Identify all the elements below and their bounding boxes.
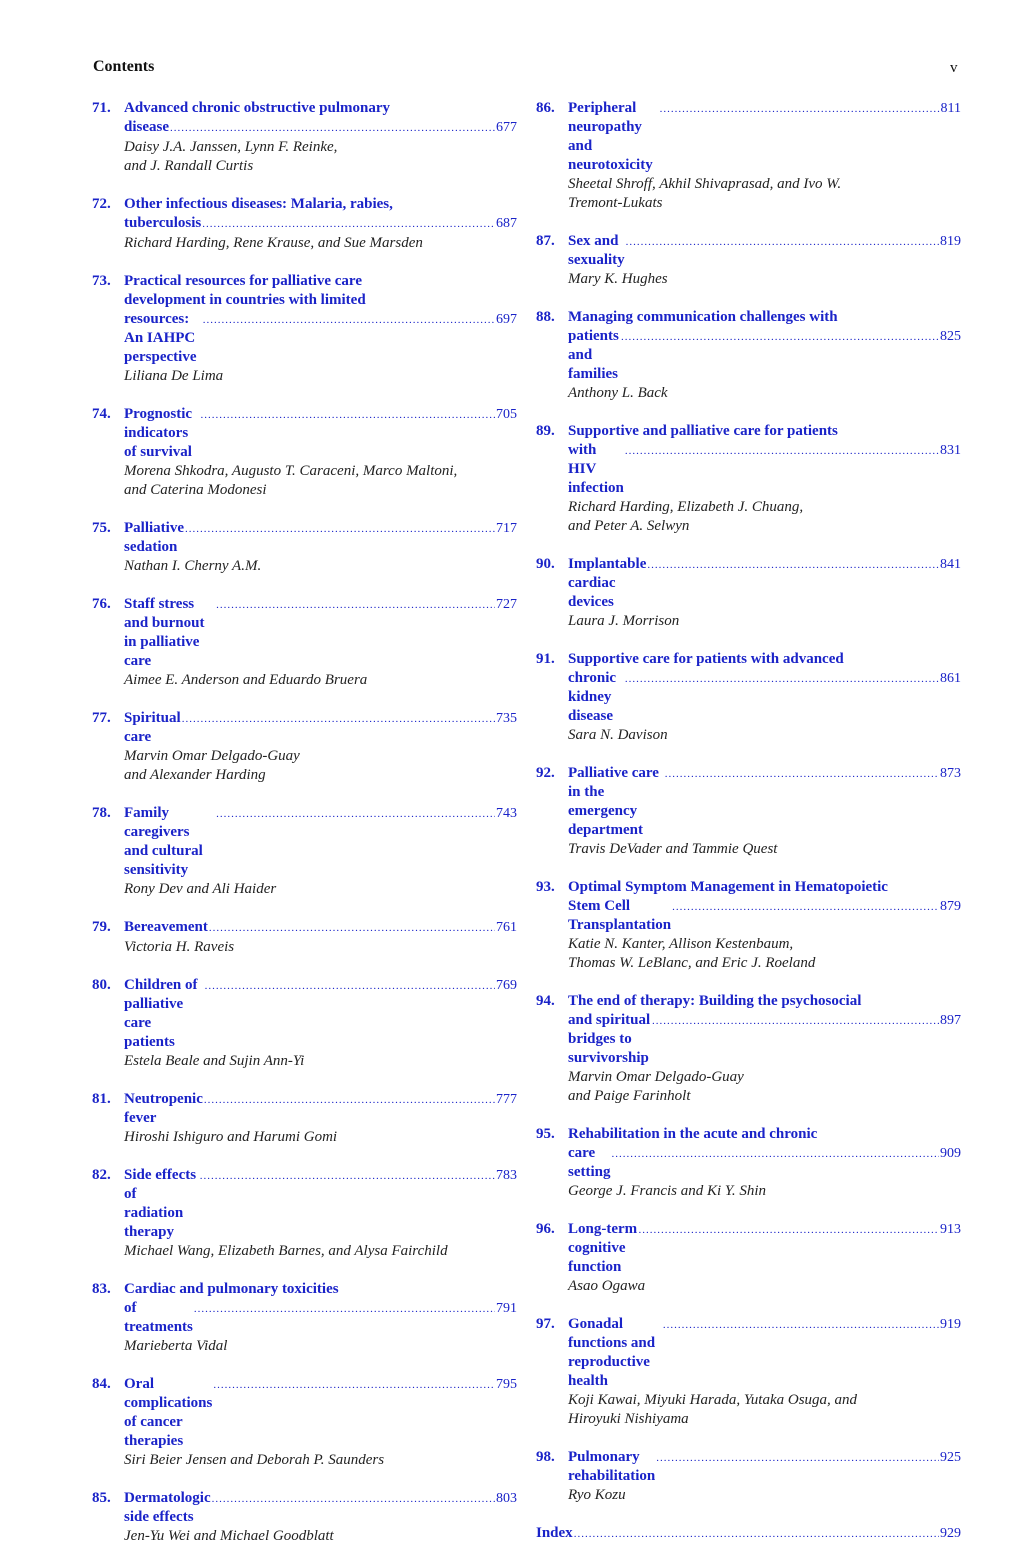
dot-leader	[182, 710, 495, 729]
toc-entry-number: 93.	[536, 879, 555, 895]
toc-entry[interactable]	[536, 1448, 961, 1505]
toc-entry-authors-line	[536, 726, 961, 745]
toc-entry[interactable]	[92, 804, 517, 899]
toc-entry-authors: Morena Shkodra, Augusto T. Caraceni, Marco Maltoni,	[124, 463, 458, 479]
toc-entry-authors-line	[92, 938, 517, 957]
toc-entry-title[interactable]: and spiritual bridges to survivorship	[568, 1012, 651, 1066]
dot-leader	[656, 1449, 939, 1468]
toc-entry-number: 75.	[92, 520, 111, 536]
toc-entry[interactable]	[92, 595, 517, 690]
toc-entry-page[interactable]: 831	[940, 443, 961, 458]
toc-entry-title-line[interactable]	[536, 99, 961, 175]
toc-entry[interactable]	[92, 1090, 517, 1147]
toc-entry-page[interactable]: 879	[940, 899, 961, 914]
toc-entry-page[interactable]: 705	[496, 407, 517, 422]
toc-entry-title[interactable]: Supportive and palliative care for patients	[568, 423, 838, 439]
toc-entry-authors: Katie N. Kanter, Allison Kestenbaum,	[568, 936, 794, 952]
dot-leader	[660, 100, 940, 119]
toc-entry-number: 90.	[536, 556, 555, 572]
toc-entry-title-line[interactable]	[536, 1125, 961, 1144]
toc-entry-title-line[interactable]	[92, 405, 517, 462]
toc-column-left	[92, 99, 517, 1546]
toc-entry-title[interactable]: development in countries with limited	[124, 292, 366, 308]
toc-entry[interactable]	[536, 555, 961, 631]
toc-entry-authors-line	[536, 612, 961, 631]
toc-entry-title-line[interactable]	[536, 1315, 961, 1391]
dot-leader	[216, 805, 495, 824]
dot-leader	[209, 919, 495, 938]
toc-entry-page[interactable]: 783	[496, 1168, 517, 1183]
toc-entry-title-line[interactable]	[536, 308, 961, 327]
toc-entry-authors: and Paige Farinholt	[568, 1088, 691, 1104]
toc-entry-page[interactable]: 811	[940, 101, 961, 116]
toc-entry-authors: Marvin Omar Delgado-Guay	[124, 748, 300, 764]
toc-entry-title[interactable]: Bereavement	[124, 919, 208, 935]
toc-entry-authors-line	[92, 671, 517, 690]
toc-entry-title-line[interactable]	[92, 1375, 517, 1451]
toc-entry-authors: Laura J. Morrison	[568, 613, 680, 629]
toc-entry-page[interactable]: 727	[496, 597, 517, 612]
toc-entry[interactable]	[92, 709, 517, 785]
toc-entry-authors-line	[536, 840, 961, 859]
toc-entry-title[interactable]: chronic kidney disease	[568, 670, 617, 724]
toc-entry-title-line[interactable]	[92, 918, 517, 938]
toc-entry-authors: Asao Ogawa	[568, 1278, 646, 1294]
toc-entry-page[interactable]: 909	[940, 1146, 961, 1161]
toc-entry-title[interactable]: Family caregivers and cultural sensitivity	[124, 805, 203, 878]
toc-entry-title-line[interactable]	[92, 310, 517, 367]
toc-entry-authors-line	[536, 175, 961, 194]
toc-entry-title[interactable]: of treatments	[124, 1300, 193, 1335]
toc-entry-page[interactable]: 735	[496, 711, 517, 726]
dot-leader	[194, 1300, 495, 1319]
toc-entry-title-line[interactable]	[536, 992, 961, 1011]
toc-entry-title[interactable]: tuberculosis	[124, 215, 202, 231]
toc-entry[interactable]	[92, 918, 517, 957]
dot-leader	[612, 1145, 940, 1164]
toc-entry-number: 86.	[536, 100, 555, 116]
toc-entry-authors: Sheetal Shroff, Akhil Shivaprasad, and Ivo W.	[568, 176, 842, 192]
toc-entry-number: 97.	[536, 1316, 555, 1332]
toc-entry-page[interactable]: 825	[940, 329, 961, 344]
toc-entry-title-line[interactable]	[92, 195, 517, 214]
toc-entry-title-line[interactable]	[92, 291, 517, 310]
dot-leader	[202, 215, 495, 234]
page-title: Contents	[93, 58, 155, 75]
toc-entry-authors-line	[536, 498, 961, 517]
toc-entry-authors: Estela Beale and Sujin Ann-Yi	[124, 1053, 305, 1069]
toc-entry-title[interactable]: Stem Cell Transplantation	[568, 898, 672, 933]
toc-index-page[interactable]: 929	[940, 1526, 961, 1541]
toc-entry-authors: and Caterina Modonesi	[124, 482, 267, 498]
toc-entry-authors-line	[92, 462, 517, 481]
toc-entry-authors: and Peter A. Selwyn	[568, 518, 690, 534]
toc-entry-page[interactable]: 687	[496, 216, 517, 231]
toc-entry-title-line[interactable]	[92, 709, 517, 747]
toc-entry-title[interactable]: Practical resources for palliative care	[124, 273, 362, 289]
toc-entry[interactable]	[92, 1489, 517, 1546]
toc-entry-authors-line	[92, 138, 517, 157]
toc-entry-title[interactable]: Other infectious diseases: Malaria, rabies,	[124, 196, 393, 212]
toc-entry-authors: Marvin Omar Delgado-Guay	[568, 1069, 744, 1085]
toc-entry-title-line[interactable]	[536, 897, 961, 935]
toc-entry-title-line[interactable]	[536, 878, 961, 897]
toc-entry-number: 89.	[536, 423, 555, 439]
toc-entry-number: 71.	[92, 100, 111, 116]
toc-entry-number: 96.	[536, 1221, 555, 1237]
toc-entry-title-line[interactable]	[92, 804, 517, 880]
toc-entry-authors-line	[536, 1068, 961, 1087]
toc-entry-title[interactable]: care setting	[568, 1145, 611, 1180]
toc-entry-title[interactable]: Gonadal functions and reproductive health	[568, 1316, 656, 1389]
toc-entry-authors: Richard Harding, Elizabeth J. Chuang,	[568, 499, 804, 515]
toc-entry-title[interactable]: Staff stress and burnout in palliative care	[124, 596, 205, 669]
toc-entry-number: 85.	[92, 1490, 111, 1506]
toc-entry-number: 83.	[92, 1281, 111, 1297]
toc-entry-title-line[interactable]	[92, 1299, 517, 1337]
toc-entry-title-line[interactable]	[92, 118, 517, 138]
toc-entry-page[interactable]: 925	[940, 1450, 961, 1465]
toc-entry-authors-line	[92, 766, 517, 785]
toc-entry-page[interactable]: 803	[496, 1491, 517, 1506]
toc-entry[interactable]	[92, 1166, 517, 1261]
toc-entry[interactable]	[536, 1125, 961, 1201]
dot-leader	[204, 1091, 495, 1110]
toc-entry[interactable]	[92, 976, 517, 1071]
toc-entry-number: 78.	[92, 805, 111, 821]
toc-entry-authors-line	[92, 1052, 517, 1071]
toc-entry[interactable]	[536, 878, 961, 973]
toc-entry-title[interactable]: resources: An IAHPC perspective	[124, 311, 197, 365]
toc-entry-authors: Ryo Kozu	[568, 1487, 626, 1503]
dot-leader	[639, 1221, 939, 1240]
toc-entry-authors-line	[536, 1486, 961, 1505]
toc-entry-title-line[interactable]	[536, 1448, 961, 1486]
dot-leader	[205, 977, 495, 996]
toc-entry-title-line[interactable]	[92, 272, 517, 291]
toc-entry-authors: Victoria H. Raveis	[124, 939, 235, 955]
toc-entry-title-line[interactable]	[536, 422, 961, 441]
toc-entry-authors-line	[92, 1337, 517, 1356]
dot-leader	[625, 442, 939, 461]
page-number: v	[950, 60, 958, 76]
toc-entry-authors-line	[536, 270, 961, 289]
dot-leader	[170, 119, 495, 138]
toc-entry-title-line[interactable]	[536, 1220, 961, 1277]
toc-entry-number: 95.	[536, 1126, 555, 1142]
dot-leader	[201, 406, 496, 425]
toc-entry-page[interactable]: 791	[496, 1301, 517, 1316]
toc-entry-authors: Marieberta Vidal	[124, 1338, 228, 1354]
toc-entry-title-line[interactable]	[92, 1166, 517, 1242]
toc-entry-number: 94.	[536, 993, 555, 1009]
toc-index-label[interactable]: Index	[536, 1525, 573, 1541]
toc-entry-authors-line	[92, 747, 517, 766]
toc-entry-number: 98.	[536, 1449, 555, 1465]
toc-entry-authors-line	[536, 1087, 961, 1106]
toc-entry-authors-line	[536, 1182, 961, 1201]
toc-entry-authors: Rony Dev and Ali Haider	[124, 881, 277, 897]
toc-entry-page[interactable]: 795	[496, 1377, 517, 1392]
toc-entry-authors: Siri Beier Jensen and Deborah P. Saunders	[124, 1452, 385, 1468]
toc-entry-title-line[interactable]	[92, 99, 517, 118]
toc-entry-authors-line	[92, 1451, 517, 1470]
toc-entry-page[interactable]: 777	[496, 1092, 517, 1107]
toc-entry-title-line[interactable]	[536, 669, 961, 726]
toc-entry[interactable]	[92, 99, 517, 176]
toc-entry-authors: Aimee E. Anderson and Eduardo Bruera	[124, 672, 368, 688]
toc-entry-page[interactable]: 913	[940, 1222, 961, 1237]
toc-entry-authors: Hiroyuki Nishiyama	[568, 1411, 689, 1427]
dot-leader	[216, 596, 495, 615]
toc-entry-authors-line	[536, 384, 961, 403]
toc-entry-page[interactable]: 841	[940, 557, 961, 572]
toc-entry-title-line[interactable]	[536, 441, 961, 498]
dot-leader	[574, 1525, 939, 1544]
toc-entry-title-line[interactable]	[92, 214, 517, 234]
toc-entry-number: 73.	[92, 273, 111, 289]
toc-entry-title-line[interactable]	[536, 1011, 961, 1068]
toc-entry-authors-line	[92, 1128, 517, 1147]
toc-entry-number: 74.	[92, 406, 111, 422]
toc-entry-number: 82.	[92, 1167, 111, 1183]
toc-entry[interactable]	[92, 519, 517, 576]
toc-entry-number: 91.	[536, 651, 555, 667]
toc-entry-page[interactable]: 819	[940, 234, 961, 249]
toc-entry-title-line[interactable]	[92, 595, 517, 671]
toc-entry[interactable]	[536, 992, 961, 1106]
toc-entry-number: 77.	[92, 710, 111, 726]
toc-entry-authors: Anthony L. Back	[568, 385, 668, 401]
toc-entry-title[interactable]: Optimal Symptom Management in Hematopoietic	[568, 879, 888, 895]
toc-entry-title[interactable]: Side effects of radiation therapy	[124, 1167, 197, 1240]
toc-entry-authors-line	[536, 1391, 961, 1410]
toc-entry-authors: Travis DeVader and Tammie Quest	[568, 841, 778, 857]
toc-entry-authors-line	[92, 367, 517, 386]
toc-entry-title[interactable]: Cardiac and pulmonary toxicities	[124, 1281, 339, 1297]
toc-entry-authors-line	[92, 1242, 517, 1261]
dot-leader	[185, 520, 495, 539]
toc-entry[interactable]	[536, 308, 961, 403]
toc-entry-title-line[interactable]	[536, 327, 961, 384]
toc-entry[interactable]	[536, 1220, 961, 1296]
toc-entry-authors: Thomas W. LeBlanc, and Eric J. Roeland	[568, 955, 816, 971]
dot-leader	[647, 556, 939, 575]
toc-entry-title[interactable]: The end of therapy: Building the psychosocial	[568, 993, 862, 1009]
toc-entry-title[interactable]: Palliative care in the emergency department	[568, 765, 659, 838]
toc-entry-page[interactable]: 897	[940, 1013, 961, 1028]
toc-entry[interactable]	[536, 422, 961, 536]
toc-entry-authors: Hiroshi Ishiguro and Harumi Gomi	[124, 1129, 338, 1145]
toc-entry-authors-line	[536, 1277, 961, 1296]
toc-entry-page[interactable]: 677	[496, 120, 517, 135]
toc-entry-title[interactable]: Implantable cardiac devices	[568, 556, 647, 610]
toc-entry-authors: Liliana De Lima	[124, 368, 224, 384]
toc-entry-page[interactable]: 761	[496, 920, 517, 935]
toc-index-line[interactable]	[536, 1524, 961, 1544]
toc-entry-title[interactable]: Neutropenic fever	[124, 1091, 203, 1126]
toc-entry-number: 92.	[536, 765, 555, 781]
dot-leader	[665, 765, 939, 784]
toc-entry-authors: Nathan I. Cherny A.M.	[124, 558, 262, 574]
toc-entry-number: 88.	[536, 309, 555, 325]
toc-entry[interactable]	[92, 1280, 517, 1356]
toc-entry-authors: Tremont-Lukats	[568, 195, 663, 211]
dot-leader	[672, 898, 939, 917]
toc-entry[interactable]	[92, 195, 517, 253]
dot-leader	[621, 328, 939, 347]
toc-entry-authors: George J. Francis and Ki Y. Shin	[568, 1183, 767, 1199]
toc-entry-page[interactable]: 873	[940, 766, 961, 781]
toc-entry-authors: Daisy J.A. Janssen, Lynn F. Reinke,	[124, 139, 338, 155]
dot-leader	[203, 311, 495, 330]
toc-entry-authors-line	[92, 234, 517, 253]
toc-entry-title[interactable]: Spiritual care	[124, 710, 181, 745]
toc-entry-title-line[interactable]	[92, 519, 517, 557]
toc-entry-authors: Koji Kawai, Miyuki Harada, Yutaka Osuga, and	[568, 1392, 858, 1408]
toc-entry-title[interactable]: patients and families	[568, 328, 619, 382]
toc-entry-number: 80.	[92, 977, 111, 993]
toc-entry-page[interactable]: 717	[496, 521, 517, 536]
toc-entry-authors: Richard Harding, Rene Krause, and Sue Marsden	[124, 235, 423, 251]
toc-entry-title-line[interactable]	[92, 1280, 517, 1299]
toc-entry-authors-line	[536, 954, 961, 973]
toc-entry-authors: Sara N. Davison	[568, 727, 668, 743]
dot-leader	[663, 1316, 939, 1335]
toc-entry-title[interactable]: disease	[124, 119, 169, 135]
toc-entry-authors: Michael Wang, Elizabeth Barnes, and Alysa Fairchild	[124, 1243, 448, 1259]
toc-entry-number: 72.	[92, 196, 111, 212]
toc-entry-number: 87.	[536, 233, 555, 249]
toc-entry-authors-line	[536, 194, 961, 213]
toc-entry-title-line[interactable]	[92, 976, 517, 1052]
toc-entry-title[interactable]: with HIV infection	[568, 442, 624, 496]
toc-entry[interactable]	[536, 99, 961, 213]
dot-leader	[212, 1490, 495, 1509]
toc-entry-authors-line	[92, 1527, 517, 1546]
toc-entry[interactable]	[536, 1315, 961, 1429]
dot-leader	[626, 233, 939, 252]
toc-entry-authors-line	[92, 557, 517, 576]
toc-entry-page[interactable]: 769	[496, 978, 517, 993]
toc-entry[interactable]	[92, 405, 517, 500]
toc-entry-authors-line	[536, 935, 961, 954]
toc-entry-title-line[interactable]	[536, 232, 961, 270]
toc-entry-title-line[interactable]	[536, 764, 961, 840]
toc-entry[interactable]	[92, 1375, 517, 1470]
toc-entry-authors: and J. Randall Curtis	[124, 158, 254, 174]
toc-entry-title[interactable]: Rehabilitation in the acute and chronic	[568, 1126, 818, 1142]
toc-entry-authors: Mary K. Hughes	[568, 271, 668, 287]
toc-entry-page[interactable]: 743	[496, 806, 517, 821]
toc-entry[interactable]	[92, 272, 517, 386]
toc-entry-title-line[interactable]	[92, 1489, 517, 1527]
toc-entry-number: 79.	[92, 919, 111, 935]
toc-entry-title[interactable]: Oral complications of cancer therapies	[124, 1376, 213, 1449]
toc-entry-authors-line	[92, 880, 517, 899]
toc-entry-page[interactable]: 919	[940, 1317, 961, 1332]
toc-entry-page[interactable]: 861	[940, 671, 961, 686]
toc-entry[interactable]	[536, 232, 961, 289]
toc-entry-authors-line	[92, 481, 517, 500]
dot-leader	[213, 1376, 495, 1395]
toc-entry-title[interactable]: Managing communication challenges with	[568, 309, 838, 325]
dot-leader	[625, 670, 939, 689]
toc-entry[interactable]	[536, 650, 961, 745]
toc-entry-title[interactable]: Prognostic indicators of survival	[124, 406, 193, 460]
dot-leader	[652, 1012, 939, 1031]
toc-entry-number: 81.	[92, 1091, 111, 1107]
toc-entry-title[interactable]: Children of palliative care patients	[124, 977, 198, 1050]
toc-entry-title-line[interactable]	[536, 650, 961, 669]
toc-entry-number: 84.	[92, 1376, 111, 1392]
toc-entry-title[interactable]: Advanced chronic obstructive pulmonary	[124, 100, 390, 116]
toc-entry-title[interactable]: Palliative sedation	[124, 520, 184, 555]
toc-entry-number: 76.	[92, 596, 111, 612]
toc-entry-title-line[interactable]	[536, 1144, 961, 1182]
toc-entry-authors: and Alexander Harding	[124, 767, 266, 783]
toc-entry-title-line[interactable]	[92, 1090, 517, 1128]
toc-entry-authors-line	[536, 1410, 961, 1429]
toc-entry-title-line[interactable]	[536, 555, 961, 612]
toc-entry[interactable]	[536, 764, 961, 859]
toc-entry-page[interactable]: 697	[496, 312, 517, 327]
toc-entry-title[interactable]: Dermatologic side effects	[124, 1490, 211, 1525]
toc-column-right	[536, 99, 961, 1544]
toc-entry-authors-line	[536, 517, 961, 536]
toc-entry-title[interactable]: Supportive care for patients with advanced	[568, 651, 844, 667]
toc-entry-title[interactable]: Sex and sexuality	[568, 233, 625, 268]
toc-entry-title[interactable]: Long-term cognitive function	[568, 1221, 638, 1275]
dot-leader	[200, 1167, 495, 1186]
toc-entry-authors-line	[92, 157, 517, 176]
toc-entry-title[interactable]: Pulmonary rehabilitation	[568, 1449, 656, 1484]
toc-entry-title[interactable]: Peripheral neuropathy and neurotoxicity	[568, 100, 653, 173]
toc-index-entry[interactable]	[536, 1524, 961, 1544]
toc-entry-authors: Jen-Yu Wei and Michael Goodblatt	[124, 1528, 334, 1544]
